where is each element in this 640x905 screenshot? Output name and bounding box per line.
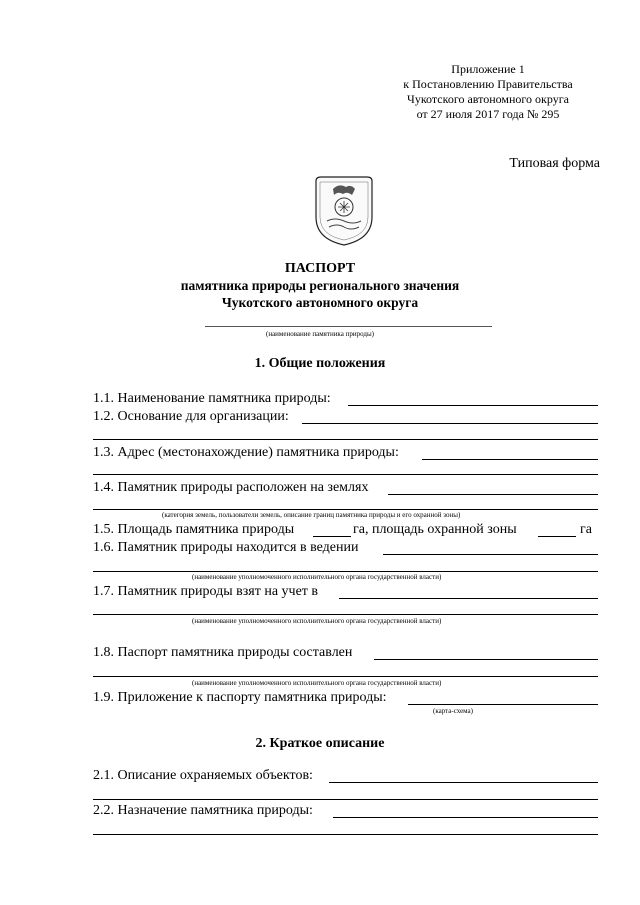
item-1-6: 1.6. Памятник природы находится в ведении xyxy=(93,540,359,555)
field-line-1-4[interactable] xyxy=(388,494,598,495)
field-line-1-3[interactable] xyxy=(422,459,598,460)
field-line-1-3b[interactable] xyxy=(93,474,598,475)
field-line-2-2[interactable] xyxy=(333,817,598,818)
document-subtitle-1: памятника природы регионального значения xyxy=(180,278,460,293)
field-area-zone[interactable] xyxy=(538,536,576,537)
field-line-1-2b[interactable] xyxy=(93,439,598,440)
appendix-line-1: Приложение 1 xyxy=(451,62,525,76)
appendix-line-2: к Постановлению Правительства xyxy=(403,77,573,91)
note-1-4: (категория земель, пользователи земель, описание границ памятника природы и его охранной зоны) xyxy=(162,511,461,519)
field-line-1-9[interactable] xyxy=(408,704,598,705)
field-line-1-2[interactable] xyxy=(302,423,598,424)
note-1-9: (карта-схема) xyxy=(433,707,473,715)
document-title: ПАСПОРТ xyxy=(284,261,356,276)
appendix-line-4: от 27 июля 2017 года № 295 xyxy=(416,107,560,121)
field-line-1-1[interactable] xyxy=(348,405,598,406)
item-1-5-c: га xyxy=(580,522,592,537)
item-1-9: 1.9. Приложение к паспорту памятника природы: xyxy=(93,690,387,705)
item-1-5-a: 1.5. Площадь памятника природы xyxy=(93,522,295,537)
note-1-7: (наименование уполномоченного исполнительного органа государственной власти) xyxy=(192,617,442,625)
note-1-6: (наименование уполномоченного исполнительного органа государственной власти) xyxy=(192,573,442,581)
section-1-heading: 1. Общие положения xyxy=(254,356,386,371)
field-area-monument[interactable] xyxy=(313,536,351,537)
item-2-2: 2.2. Назначение памятника природы: xyxy=(93,803,313,818)
item-1-5-b: га, площадь охранной зоны xyxy=(353,522,517,537)
section-2-heading: 2. Краткое описание xyxy=(255,736,385,751)
field-line-2-1[interactable] xyxy=(329,782,598,783)
item-1-2: 1.2. Основание для организации: xyxy=(93,409,289,424)
field-line-1-7[interactable] xyxy=(339,598,598,599)
name-note: (наименование памятника природы) xyxy=(266,330,374,338)
field-line-2-1b[interactable] xyxy=(93,799,598,800)
coat-of-arms-icon xyxy=(313,173,375,247)
document-subtitle-2: Чукотского автономного округа xyxy=(221,295,419,310)
item-1-1: 1.1. Наименование памятника природы: xyxy=(93,391,331,406)
field-line-1-8[interactable] xyxy=(374,659,598,660)
field-line-1-6[interactable] xyxy=(383,554,598,555)
name-line xyxy=(205,326,492,327)
field-line-2-2b[interactable] xyxy=(93,834,598,835)
item-1-8: 1.8. Паспорт памятника природы составлен xyxy=(93,645,353,660)
field-line-1-6b[interactable] xyxy=(93,571,598,572)
form-type-label: Типовая форма xyxy=(509,156,600,171)
appendix-line-3: Чукотского автономного округа xyxy=(407,92,569,106)
field-line-1-4b[interactable] xyxy=(93,509,598,510)
appendix-header xyxy=(388,62,588,122)
item-2-1: 2.1. Описание охраняемых объектов: xyxy=(93,768,313,783)
field-line-1-7b[interactable] xyxy=(93,614,598,615)
field-line-1-8b[interactable] xyxy=(93,676,598,677)
item-1-7: 1.7. Памятник природы взят на учет в xyxy=(93,584,319,599)
item-1-3: 1.3. Адрес (местонахождение) памятника природы: xyxy=(93,445,399,460)
item-1-4: 1.4. Памятник природы расположен на землях xyxy=(93,480,369,495)
note-1-8: (наименование уполномоченного исполнительного органа государственной власти) xyxy=(192,679,442,687)
